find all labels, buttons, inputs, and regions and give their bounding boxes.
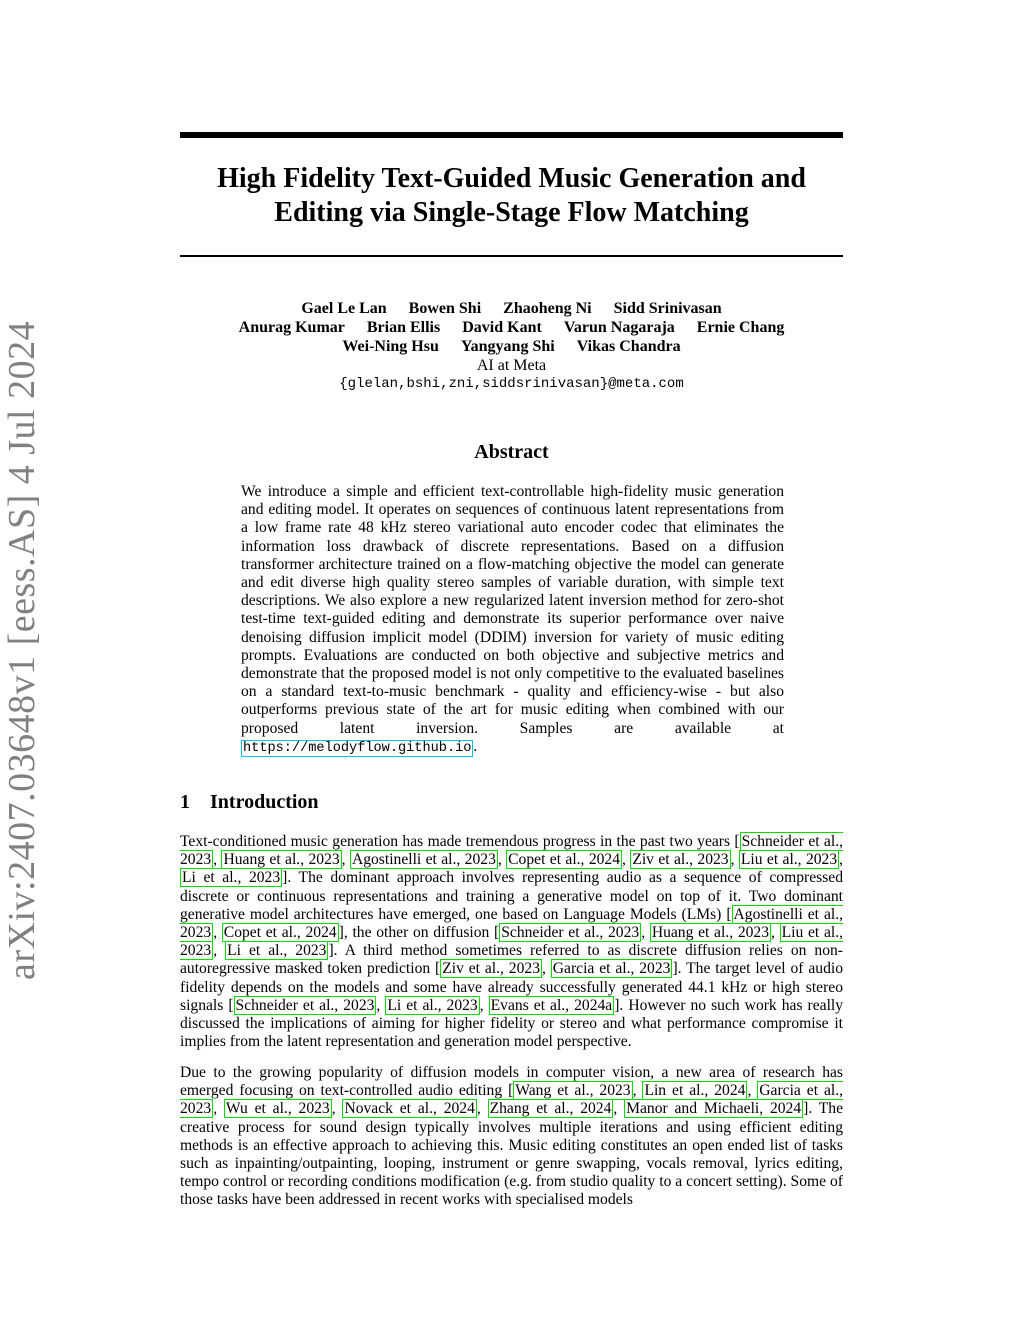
citation-link[interactable]: Liu et al., 2023 bbox=[740, 851, 838, 869]
paragraph-text: , bbox=[747, 1082, 758, 1100]
paragraph-text: , bbox=[613, 1100, 625, 1118]
citation-link[interactable]: Zhang et al., 2024 bbox=[489, 1100, 612, 1118]
citation-link[interactable]: Evans et al., 2024a bbox=[490, 996, 613, 1014]
author-name: Bowen Shi bbox=[408, 300, 482, 317]
paragraph-text: , bbox=[341, 851, 350, 869]
paragraph-text: , bbox=[641, 924, 650, 942]
citation-link[interactable]: Li et al., 2023 bbox=[227, 942, 327, 960]
citation-link[interactable]: Copet et al., 2024 bbox=[223, 924, 337, 942]
abstract-body bbox=[241, 483, 784, 758]
author-name: Wei-Ning Hsu bbox=[342, 338, 439, 355]
paragraph-text: , bbox=[632, 1082, 643, 1100]
citation-link[interactable]: Agostinelli et al., 2023 bbox=[351, 851, 496, 869]
citation-link[interactable]: Huang et al., 2023 bbox=[651, 924, 770, 942]
title-line-2: Editing via Single-Stage Flow Matching bbox=[274, 197, 749, 228]
citation-link[interactable]: Garcia et al., 2023 bbox=[552, 960, 671, 978]
citation-link[interactable]: Garcia et al., 2023 bbox=[180, 1082, 844, 1118]
intro-paragraph-2 bbox=[180, 1064, 843, 1210]
citation-link[interactable]: Ziv et al., 2023 bbox=[632, 851, 729, 869]
paragraph-text: , bbox=[771, 924, 780, 942]
paragraph-text: Text-conditioned music generation has made tremendous progress in the past two years [ bbox=[180, 833, 740, 850]
paragraph-text: , bbox=[622, 851, 631, 869]
section-number: 1 bbox=[180, 791, 190, 813]
author-name: Ernie Chang bbox=[696, 319, 785, 336]
title-bottom-rule bbox=[180, 255, 843, 257]
author-emails: {glelan,bshi,zni,siddsrinivasan}@meta.com bbox=[339, 376, 684, 392]
citation-link[interactable]: Copet et al., 2024 bbox=[508, 851, 621, 869]
abstract-end: . bbox=[473, 737, 478, 755]
citation-link[interactable]: Novack et al., 2024 bbox=[344, 1100, 475, 1118]
paragraph-text: ]. A third method sometimes referred to as discrete diffusion relies on non-autoregressive masked token prediction [ bbox=[180, 942, 844, 978]
author-name: Gael Le Lan bbox=[301, 300, 387, 317]
section-heading bbox=[180, 790, 319, 814]
title-line-1: High Fidelity Text-Guided Music Generation and bbox=[217, 163, 806, 194]
author-name: David Kant bbox=[462, 319, 542, 336]
citation-link[interactable]: Schneider et al., 2023 bbox=[235, 996, 375, 1014]
citation-link[interactable]: Lin et al., 2024 bbox=[644, 1082, 746, 1100]
author-row-3 bbox=[180, 337, 843, 356]
author-name: Zhaoheng Ni bbox=[503, 300, 592, 317]
paragraph-text: ]. However no such work has really discussed the implications of aiming for higher fidelity or stereo and what performance compromise it implies from the latent representation and generation model perspective. bbox=[180, 996, 844, 1051]
samples-link[interactable]: https://melodyflow.github.io bbox=[243, 740, 472, 756]
citation-link[interactable]: Li et al., 2023 bbox=[182, 869, 281, 887]
paragraph-text: , bbox=[542, 960, 551, 978]
intro-paragraph-1 bbox=[180, 833, 843, 1051]
paragraph-text: , bbox=[476, 1100, 488, 1118]
abstract-text: We introduce a simple and efficient text-controllable high-fidelity music generation and editing model. It operates on sequences of continuous latent representations from a low frame rate 48 kHz stereo variational auto encoder codec that eliminates the information loss drawback of discrete representations. Based on a diffusion transformer architecture trained on a flow-matching objective the model can generate and edit diverse high quality stereo samples of variable duration, with simple text descriptions. We also explore a new regularized latent inversion method for zero-shot test-time text-guided editing and demonstrate its superior performance over naive denoising diffusion implicit model (DDIM) inversion for variety of music editing prompts. Evaluations are conducted on both objective and subjective metrics and demonstrate that the proposed model is not only competitive to the evaluated baselines on a standard text-to-music benchmark - quality and efficiency-wise - but also outperforms previous state of the art for music editing when combined with our proposed latent inversion. Samples are available at bbox=[241, 483, 784, 737]
section-title: Introduction bbox=[210, 791, 319, 813]
paragraph-text: , bbox=[497, 851, 507, 869]
paragraph-text: , bbox=[331, 1100, 343, 1118]
author-row-1 bbox=[180, 299, 843, 318]
citation-link[interactable]: Schneider et al., 2023 bbox=[180, 833, 843, 869]
affiliation: AI at Meta bbox=[476, 357, 547, 374]
citation-link[interactable]: Wu et al., 2023 bbox=[225, 1100, 330, 1118]
title-top-rule bbox=[180, 132, 843, 138]
paragraph-text: ]. The dominant approach involves representing audio as a sequence of compressed discrete or continuous representations and training a generative model on top of it. Two dominant generative model architectures have emerged, one based on Language Models (LMs) [ bbox=[180, 869, 843, 923]
author-block bbox=[180, 299, 843, 394]
citation-link[interactable]: Ziv et al., 2023 bbox=[442, 960, 540, 978]
paper-title bbox=[180, 162, 843, 230]
citation-link[interactable]: Wang et al., 2023 bbox=[515, 1082, 631, 1100]
paragraph-text: , bbox=[213, 924, 222, 942]
arxiv-side-stamp: arXiv:2407.03648v1 [eess.AS] 4 Jul 2024 bbox=[1, 320, 43, 980]
author-name: Brian Ellis bbox=[366, 319, 441, 336]
paragraph-text: , bbox=[479, 996, 489, 1014]
citation-link[interactable]: Agostinelli et al., 2023 bbox=[180, 905, 843, 942]
citation-link[interactable]: Manor and Michaeli, 2024 bbox=[626, 1100, 802, 1118]
author-row-2 bbox=[180, 318, 843, 337]
paragraph-text: , bbox=[839, 851, 844, 869]
paragraph-text: , bbox=[213, 942, 226, 960]
abstract-heading: Abstract bbox=[474, 441, 549, 463]
paragraph-text: ]. The target level of audio fidelity depends on the models and some have already successfully generated 44.1 kHz or high stereo signals [ bbox=[180, 960, 843, 1014]
paragraph-text: Due to the growing popularity of diffusion models in computer vision, a new area of research has emerged focusing on text-controlled audio editing [ bbox=[180, 1064, 843, 1100]
paragraph-text: ], the other on diffusion [ bbox=[338, 924, 500, 942]
paragraph-text: , bbox=[213, 1100, 224, 1118]
citation-link[interactable]: Liu et al., 2023 bbox=[180, 924, 844, 960]
citation-link[interactable]: Huang et al., 2023 bbox=[223, 851, 340, 869]
paragraph-text: ]. The creative process for sound design typically involves multiple iterations and using efficient editing methods is an effective approach to achieving this. Music editing constitutes an open ended list of tasks such as inpainting/outpainting, looping, instrument or genre swapping, vocals removal, lyrics editing, tempo control or recording conditions modification (e.g. from studio quality to a concert setting). Some of those tasks have been addressed in recent works with specialised models bbox=[180, 1100, 844, 1209]
author-name: Sidd Srinivasan bbox=[613, 300, 722, 317]
citation-link[interactable]: Li et al., 2023 bbox=[387, 996, 478, 1014]
author-name: Varun Nagaraja bbox=[563, 319, 675, 336]
paragraph-text: , bbox=[730, 851, 739, 869]
paragraph-text: , bbox=[213, 851, 222, 869]
author-name: Yangyang Shi bbox=[460, 338, 555, 355]
author-name: Vikas Chandra bbox=[576, 338, 681, 355]
author-name: Anurag Kumar bbox=[238, 319, 345, 336]
citation-link[interactable]: Schneider et al., 2023 bbox=[501, 924, 640, 942]
paragraph-text: , bbox=[376, 996, 386, 1014]
